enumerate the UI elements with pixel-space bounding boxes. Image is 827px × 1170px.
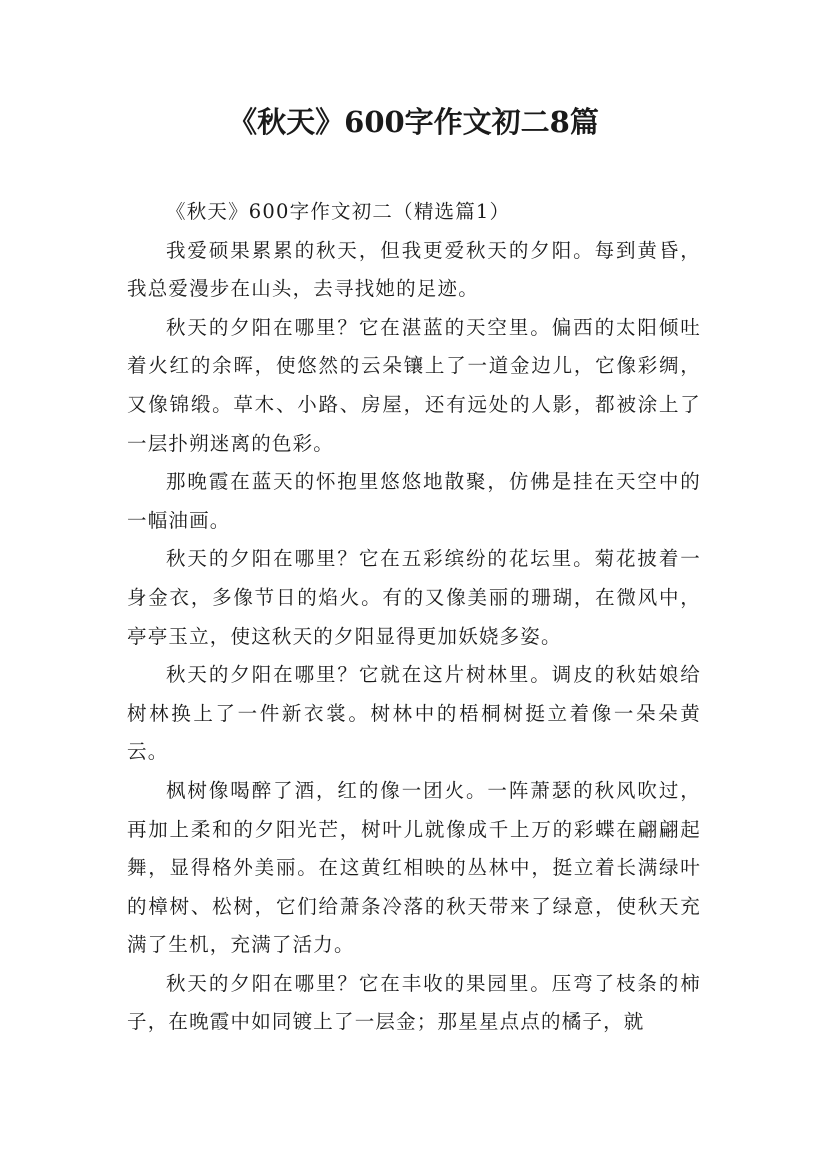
paragraph: 秋天的夕阳在哪里？它在丰收的果园里。压弯了枝条的柿子，在晚霞中如同镀上了一层金；那星星点点的橘子，就 xyxy=(127,971,701,1034)
paragraph: 秋天的夕阳在哪里？它在湛蓝的天空里。偏西的太阳倾吐着火红的余晖，使悠然的云朵镶上了一道金边儿，它像彩绸，又像锦缎。草木、小路、房屋，还有远处的人影，都被涂上了一层扑朔迷离的色彩。 xyxy=(127,315,701,455)
paragraph: 我爱硕果累累的秋天，但我更爱秋天的夕阳。每到黄昏，我总爱漫步在山头，去寻找她的足迹。 xyxy=(127,238,701,301)
document-title: 《秋天》600字作文初二8篇 xyxy=(228,105,599,139)
paragraph: 秋天的夕阳在哪里？它就在这片树林里。调皮的秋姑娘给树林换上了一件新衣裳。树林中的梧桐树挺立着像一朵朵黄云。 xyxy=(127,663,701,764)
document-body xyxy=(127,193,701,1042)
paragraph: 那晚霞在蓝天的怀抱里悠悠地散聚，仿佛是挂在天空中的一幅油画。 xyxy=(127,470,701,532)
paragraph-subtitle: 《秋天》600字作文初二（精选篇1） xyxy=(166,200,511,223)
paragraph: 枫树像喝醉了酒，红的像一团火。一阵萧瑟的秋风吹过，再加上柔和的夕阳光芒，树叶儿就像成千上万的彩蝶在翩翩起舞，显得格外美丽。在这黄红相映的丛林中，挺立着长满绿叶的樟树、松树，它们给萧条冷落的秋天带来了绿意，使秋天充满了生机，充满了活力。 xyxy=(127,778,701,957)
paragraph: 秋天的夕阳在哪里？它在五彩缤纷的花坛里。菊花披着一身金衣，多像节日的焰火。有的又像美丽的珊瑚，在微风中，亭亭玉立，使这秋天的夕阳显得更加妖娆多姿。 xyxy=(127,547,701,648)
